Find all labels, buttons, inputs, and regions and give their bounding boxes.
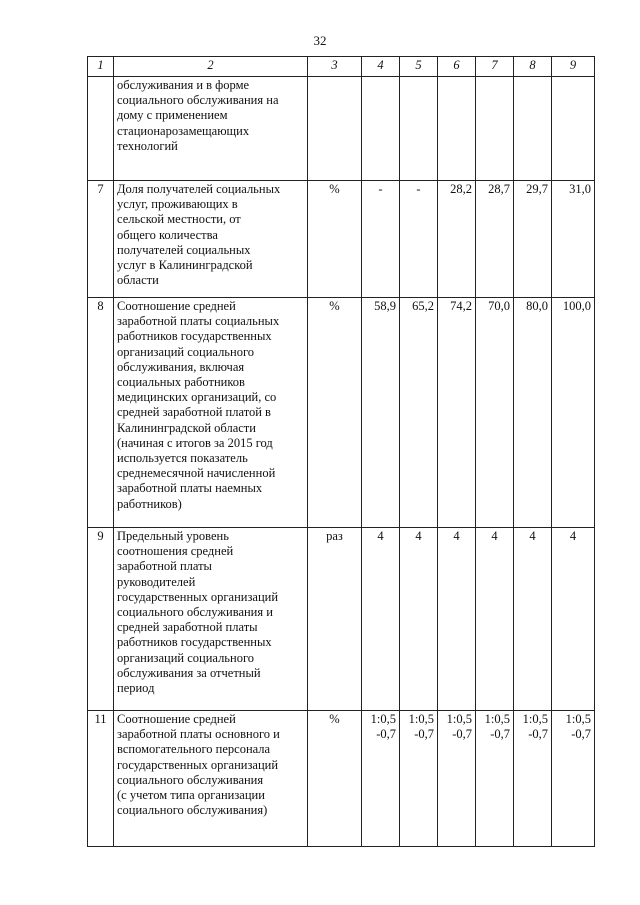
value-cell: 58,9 <box>362 298 400 528</box>
header-cell: 6 <box>438 57 476 77</box>
value-cell: 4 <box>362 528 400 711</box>
value-cell: 1:0,5 -0,7 <box>476 711 514 847</box>
header-cell: 9 <box>552 57 595 77</box>
value-cell: - <box>400 181 438 298</box>
value-cell: 1:0,5 -0,7 <box>552 711 595 847</box>
value-cell <box>438 77 476 181</box>
header-cell: 4 <box>362 57 400 77</box>
unit: раз <box>308 528 362 711</box>
value-cell: 28,7 <box>476 181 514 298</box>
header-cell: 5 <box>400 57 438 77</box>
value-cell <box>476 77 514 181</box>
value-cell <box>514 77 552 181</box>
row-number: 11 <box>88 711 114 847</box>
value-cell <box>400 77 438 181</box>
table-row <box>88 298 595 528</box>
table-row <box>88 711 595 847</box>
header-row <box>88 57 595 77</box>
value-cell: 4 <box>400 528 438 711</box>
value-cell: 1:0,5 -0,7 <box>438 711 476 847</box>
indicator-name: Соотношение средней заработной платы основного и вспомогательного персонала государственных организаций социального обслуживания (с учетом типа организации социального обслуживания) <box>114 711 308 847</box>
indicator-name: Доля получателей социальных услуг, проживающих в сельской местности, от общего количества получателей социальных услуг в Калининградской области <box>114 181 308 298</box>
header-cell: 7 <box>476 57 514 77</box>
value-cell <box>552 77 595 181</box>
table-row <box>88 181 595 298</box>
row-number: 8 <box>88 298 114 528</box>
value-cell: - <box>362 181 400 298</box>
value-cell: 28,2 <box>438 181 476 298</box>
value-cell: 1:0,5 -0,7 <box>400 711 438 847</box>
table-row <box>88 528 595 711</box>
value-cell: 4 <box>552 528 595 711</box>
value-cell: 29,7 <box>514 181 552 298</box>
indicator-name: Предельный уровень соотношения средней заработной платы руководителей государственных организаций социального обслуживания и средней заработной платы работников государственных организаций социального обслуживания за отчетный период <box>114 528 308 711</box>
row-number: 7 <box>88 181 114 298</box>
value-cell: 4 <box>514 528 552 711</box>
unit: % <box>308 298 362 528</box>
row-number: 9 <box>88 528 114 711</box>
indicator-name: обслуживания и в форме социального обслуживания на дому с применением стационарозамещающих технологий <box>114 77 308 181</box>
value-cell <box>362 77 400 181</box>
indicator-name: Соотношение средней заработной платы социальных работников государственных организаций социального обслуживания, включая социальных работников медицинских организаций, со средней заработной платой в Калининградской области (начиная с итогов за 2015 год используется показатель среднемесячной начисленной заработной платы наемных работников) <box>114 298 308 528</box>
row-number <box>88 77 114 181</box>
value-cell: 80,0 <box>514 298 552 528</box>
header-cell: 1 <box>88 57 114 77</box>
value-cell: 4 <box>438 528 476 711</box>
unit: % <box>308 181 362 298</box>
table-row <box>88 77 595 181</box>
value-cell: 1:0,5 -0,7 <box>514 711 552 847</box>
indicators-table <box>87 56 595 847</box>
header-cell: 8 <box>514 57 552 77</box>
value-cell: 100,0 <box>552 298 595 528</box>
value-cell: 65,2 <box>400 298 438 528</box>
value-cell: 74,2 <box>438 298 476 528</box>
header-cell: 2 <box>114 57 308 77</box>
value-cell: 31,0 <box>552 181 595 298</box>
header-cell: 3 <box>308 57 362 77</box>
value-cell: 1:0,5 -0,7 <box>362 711 400 847</box>
page-number: 32 <box>313 33 327 48</box>
value-cell: 4 <box>476 528 514 711</box>
unit <box>308 77 362 181</box>
unit: % <box>308 711 362 847</box>
value-cell: 70,0 <box>476 298 514 528</box>
